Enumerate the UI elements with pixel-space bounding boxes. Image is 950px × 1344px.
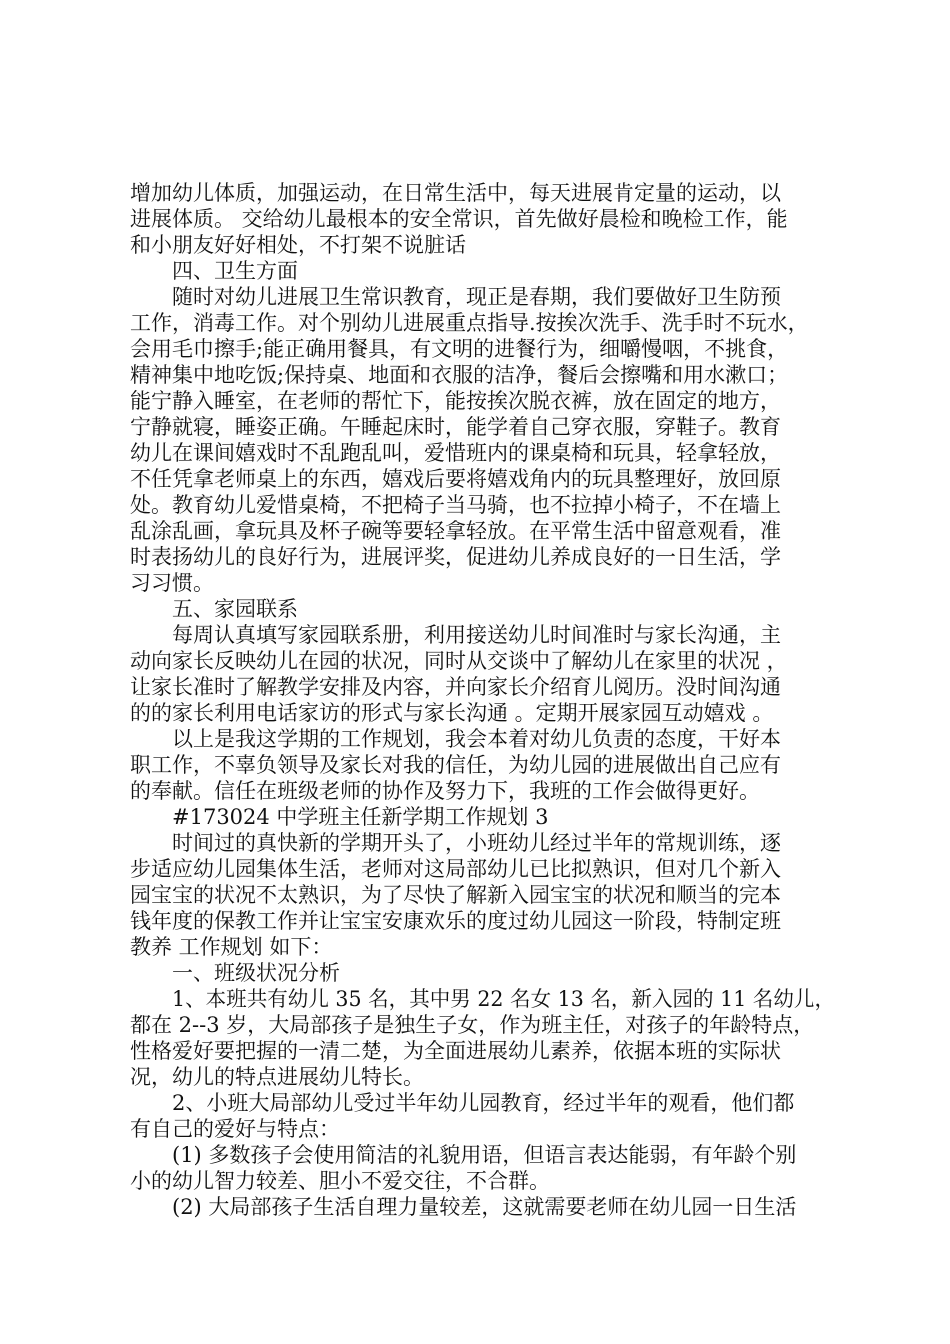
text-line: (2) 大局部孩子生活自理力量较差，这就需要老师在幼儿园一日生活 bbox=[172, 1195, 797, 1219]
text-line: 五、家园联系 bbox=[172, 597, 298, 621]
text-line: 增加幼儿体质，加强运动，在日常生活中，每天进展肯定量的运动，以 bbox=[130, 181, 781, 205]
text-line: 有自己的爱好与特点： bbox=[130, 1117, 340, 1141]
text-line: 钱年度的保教工作并让宝宝安康欢乐的度过幼儿园这一阶段，特制定班 bbox=[130, 909, 781, 933]
text-line: 性格爱好要把握的一清二楚，为全面进展幼儿素养，依据本班的实际状 bbox=[130, 1039, 781, 1063]
text-line: 都在 2--3 岁，大局部孩子是独生子女，作为班主任，对孩子的年龄特点， bbox=[130, 1013, 815, 1037]
text-line: 以上是我这学期的工作规划，我会本着对幼儿负责的态度，干好本 bbox=[172, 727, 781, 751]
text-line: 四、卫生方面 bbox=[172, 259, 298, 283]
text-line: 2、小班大局部幼儿受过半年幼儿园教育，经过半年的观看，他们都 bbox=[172, 1091, 795, 1115]
text-line: 教养 工作规划 如下： bbox=[130, 935, 333, 959]
text-line: 精神集中地吃饭;保持桌、地面和衣服的洁净，餐后会擦嘴和用水漱口； bbox=[130, 363, 789, 387]
text-line: 的的家长利用电话家访的形式与家长沟通 。定期开展家园互动嬉戏 。 bbox=[130, 701, 774, 725]
text-line: 动向家长反映幼儿在园的状况，同时从交谈中了解幼儿在家里的状况 ， bbox=[130, 649, 788, 673]
text-line: 工作，消毒工作。对个别幼儿进展重点指导.按挨次洗手、洗手时不玩水， bbox=[130, 311, 809, 335]
text-line: 时表扬幼儿的良好行为，进展评奖，促进幼儿养成良好的一日生活，学 bbox=[130, 545, 781, 569]
text-line: 随时对幼儿进展卫生常识教育，现正是春期，我们要做好卫生防预 bbox=[172, 285, 781, 309]
text-line: 习习惯。 bbox=[130, 571, 214, 595]
text-line: #173024 中学班主任新学期工作规划 3 bbox=[172, 805, 549, 829]
text-line: 一、班级状况分析 bbox=[172, 961, 340, 985]
document-page bbox=[130, 180, 835, 1220]
text-line: 幼儿在课间嬉戏时不乱跑乱叫，爱惜班内的课桌椅和玩具，轻拿轻放， bbox=[130, 441, 781, 465]
text-line: 园宝宝的状况不太熟识，为了尽快了解新入园宝宝的状况和顺当的完本 bbox=[130, 883, 781, 907]
text-line: 职工作，不辜负领导及家长对我的信任，为幼儿园的进展做出自己应有 bbox=[130, 753, 781, 777]
text-line: 处。教育幼儿爱惜桌椅，不把椅子当马骑，也不拉掉小椅子，不在墙上 bbox=[130, 493, 781, 517]
text-line: (1) 多数孩子会使用简洁的礼貌用语，但语言表达能弱，有年龄个别 bbox=[172, 1143, 797, 1167]
text-line: 况，幼儿的特点进展幼儿特长。 bbox=[130, 1065, 424, 1089]
text-line: 让家长准时了解教学安排及内容，并向家长介绍育儿阅历。没时间沟通 bbox=[130, 675, 781, 699]
text-line: 每周认真填写家园联系册，利用接送幼儿时间准时与家长沟通，主 bbox=[172, 623, 781, 647]
text-line: 时间过的真快新的学期开头了，小班幼儿经过半年的常规训练，逐 bbox=[172, 831, 781, 855]
text-line: 和小朋友好好相处，不打架不说脏话 bbox=[130, 233, 466, 257]
text-line: 不任凭拿老师桌上的东西，嬉戏后要将嬉戏角内的玩具整理好，放回原 bbox=[130, 467, 781, 491]
text-line: 1、本班共有幼儿 35 名，其中男 22 名女 13 名，新入园的 11 名幼儿， bbox=[172, 987, 835, 1011]
text-line: 进展体质。 交给幼儿最根本的安全常识，首先做好晨检和晚检工作，能 bbox=[130, 207, 788, 231]
text-line: 乱涂乱画，拿玩具及杯子碗等要轻拿轻放。在平常生活中留意观看，准 bbox=[130, 519, 781, 543]
text-line: 宁静就寝，睡姿正确。午睡起床时，能学着自己穿衣服，穿鞋子。教育 bbox=[130, 415, 781, 439]
text-line: 会用毛巾擦手;能正确用餐具，有文明的进餐行为，细嚼慢咽，不挑食， bbox=[130, 337, 789, 361]
text-line: 的奉献。信任在班级老师的协作及努力下，我班的工作会做得更好。 bbox=[130, 779, 760, 803]
text-line: 能宁静入睡室，在老师的帮忙下，能按挨次脱衣裤，放在固定的地方， bbox=[130, 389, 781, 413]
text-line: 小的幼儿智力较差、胆小不爱交往，不合群。 bbox=[130, 1169, 550, 1193]
text-line: 步适应幼儿园集体生活，老师对这局部幼儿已比拟熟识，但对几个新入 bbox=[130, 857, 781, 881]
